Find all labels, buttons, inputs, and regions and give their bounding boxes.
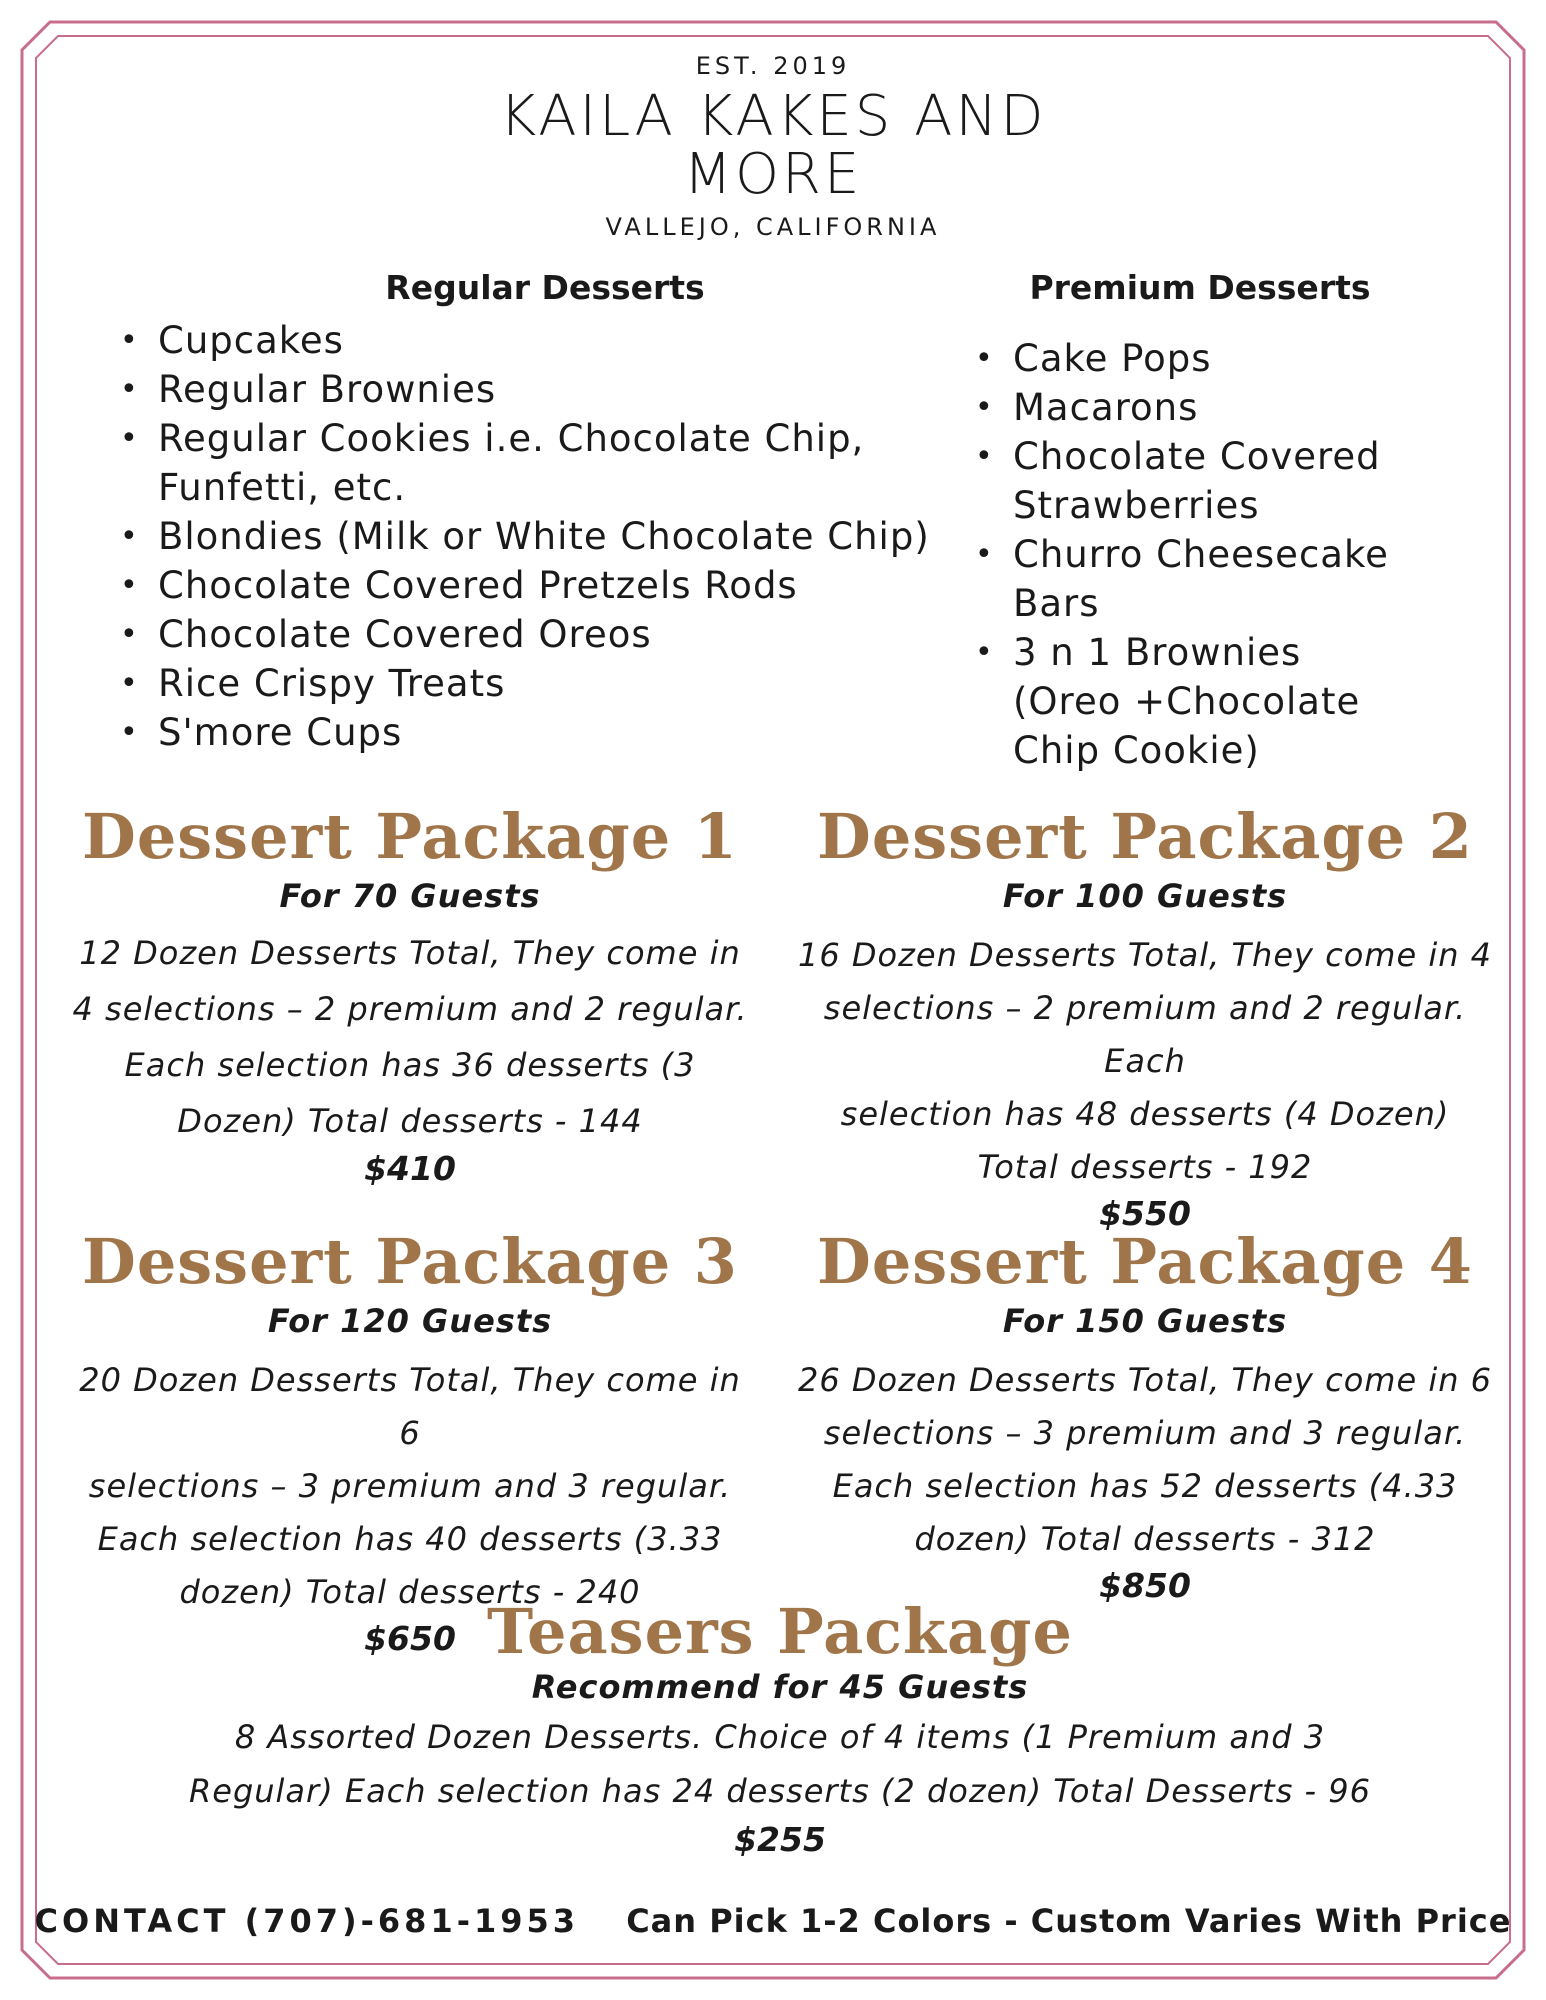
premium-desserts-list — [975, 334, 1415, 775]
list-item: • Macarons — [975, 383, 1415, 432]
package-title: Dessert Package 3 — [82, 1225, 738, 1298]
package-guests: For 70 Guests — [279, 877, 541, 915]
description-line: Total desserts - 192 — [977, 1148, 1313, 1186]
description-line: selections – 3 premium and 3 regular. — [88, 1467, 732, 1505]
description-line: selections – 3 premium and 3 regular. — [823, 1414, 1467, 1452]
dessert-package-1 — [70, 800, 750, 1188]
package-description — [180, 1710, 1380, 1818]
list-item: • Rice Crispy Treats — [120, 659, 940, 708]
list-item: • Cake Pops — [975, 334, 1415, 383]
description-line: Each selection has 40 desserts (3.33 — [97, 1520, 723, 1558]
list-item: • Churro Cheesecake Bars — [975, 530, 1415, 628]
description-line: Each selection has 36 desserts (3 — [124, 1046, 696, 1084]
package-title: Dessert Package 1 — [82, 800, 738, 873]
description-line: 8 Assorted Dozen Desserts. Choice of 4 items (1 Premium and 3 — [234, 1718, 1326, 1756]
list-item: • Chocolate Covered Strawberries — [975, 432, 1415, 530]
list-item: • 3 n 1 Brownies (Oreo +Chocolate Chip Cookie) — [975, 628, 1415, 775]
package-price: $650 — [364, 1619, 456, 1658]
list-item: • Cupcakes — [120, 316, 940, 365]
teasers-package — [180, 1595, 1380, 1859]
list-item: • S'more Cups — [120, 708, 940, 757]
package-price: $255 — [734, 1820, 826, 1859]
description-line: selection has 48 desserts (4 Dozen) — [840, 1095, 1450, 1133]
package-title: Dessert Package 4 — [817, 1225, 1473, 1298]
description-line: Regular) Each selection has 24 desserts (2 dozen) Total Desserts - 96 — [189, 1772, 1371, 1810]
contact-phone: CONTACT (707)-681-1953 — [34, 1902, 580, 1940]
package-guests: For 150 Guests — [1002, 1302, 1288, 1340]
list-item: • Chocolate Covered Oreos — [120, 610, 940, 659]
colors-note: Can Pick 1-2 Colors - Custom Varies With Price — [626, 1902, 1512, 1940]
description-line: 20 Dozen Desserts Total, They come in 6 — [79, 1361, 741, 1452]
description-line: Dozen) Total desserts - 144 — [177, 1102, 643, 1140]
location: VALLEJO, CALIFORNIA — [605, 213, 941, 241]
dessert-package-4 — [790, 1225, 1500, 1605]
list-item: • Blondies (Milk or White Chocolate Chip) — [120, 512, 940, 561]
package-guests: For 120 Guests — [267, 1302, 553, 1340]
description-line: selections – 2 premium and 2 regular. Each — [823, 989, 1467, 1080]
list-item: • Chocolate Covered Pretzels Rods — [120, 561, 940, 610]
package-price: $850 — [1099, 1566, 1191, 1605]
package-title: Dessert Package 2 — [817, 800, 1473, 873]
description-line: dozen) Total desserts - 240 — [179, 1573, 641, 1611]
established-year: EST. 2019 — [695, 52, 851, 80]
description-line: 12 Dozen Desserts Total, They come in — [79, 934, 741, 972]
premium-desserts-title: Premium Desserts — [1029, 268, 1371, 307]
dessert-package-3 — [70, 1225, 750, 1658]
package-price: $410 — [364, 1149, 456, 1188]
package-description — [790, 929, 1500, 1194]
description-line: 16 Dozen Desserts Total, They come in 4 — [797, 936, 1493, 974]
description-line: 26 Dozen Desserts Total, They come in 6 — [797, 1361, 1493, 1399]
description-line: Each selection has 52 desserts (4.33 — [832, 1467, 1458, 1505]
brand-title-line-2: MORE — [683, 142, 863, 207]
brand-title-line-1: KAILA KAKES AND — [499, 84, 1047, 149]
brand-title — [0, 84, 1546, 207]
list-item: • Regular Cookies i.e. Chocolate Chip, Funfetti, etc. — [120, 414, 898, 512]
package-title: Teasers Package — [487, 1595, 1073, 1668]
package-description — [70, 925, 750, 1149]
package-description — [70, 1354, 750, 1619]
list-item: • Regular Brownies — [120, 365, 940, 414]
regular-desserts-list — [120, 316, 940, 757]
footer — [0, 1902, 1546, 1940]
dessert-package-2 — [790, 800, 1500, 1233]
package-guests: Recommend for 45 Guests — [531, 1668, 1029, 1706]
description-line: dozen) Total desserts - 312 — [914, 1520, 1376, 1558]
package-price: $550 — [1099, 1194, 1191, 1233]
regular-desserts-title: Regular Desserts — [385, 268, 705, 307]
package-guests: For 100 Guests — [1002, 877, 1288, 915]
package-description — [790, 1354, 1500, 1566]
description-line: 4 selections – 2 premium and 2 regular. — [72, 990, 748, 1028]
